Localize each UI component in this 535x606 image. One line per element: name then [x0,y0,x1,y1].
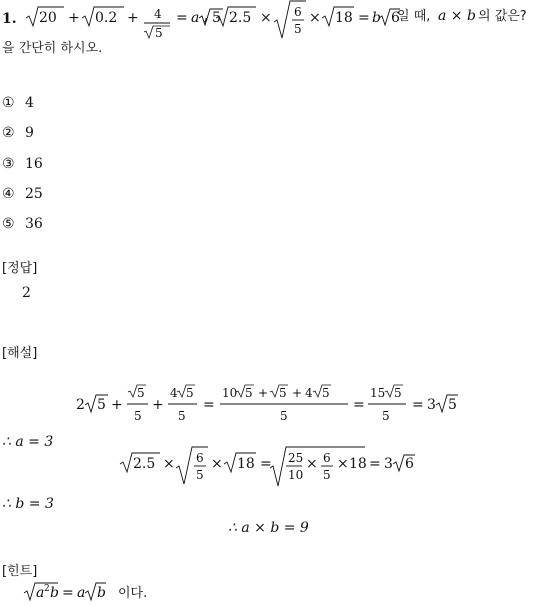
eq1-r2: 0.2 [95,10,118,26]
svg-text:10: 10 [222,386,238,400]
choice-marker: ⑤ [2,216,15,232]
svg-text:+: + [111,397,123,413]
svg-text:5: 5 [279,386,287,400]
eq2-r2: 18 [335,10,353,26]
eq2-b: b [372,10,381,26]
problem-number: 1. [2,11,17,27]
choice-marker: ① [2,95,15,111]
svg-text:=: = [203,397,215,413]
choice-marker: ④ [2,186,15,202]
choice-value: 16 [25,156,43,172]
svg-text:6: 6 [405,456,414,472]
svg-text:4: 4 [305,386,313,400]
eq1-den: 5 [155,26,163,40]
svg-text:a: a [36,585,45,601]
svg-text:=: = [353,397,365,413]
problem-equation-2 [214,0,400,40]
choice-2[interactable] [2,126,34,140]
svg-text:25: 25 [288,451,304,465]
svg-text:+: + [152,397,164,413]
svg-text:5: 5 [137,386,145,400]
svg-text:5: 5 [196,468,204,482]
svg-text:=: = [412,397,424,413]
solution-line-2 [118,446,428,490]
svg-text:18: 18 [349,456,367,472]
eq1-comma: , [204,8,209,24]
svg-text:×: × [163,456,175,472]
choice-value: 4 [25,95,34,111]
hint-tail: 이다. [118,586,148,601]
svg-text:+: + [258,386,269,400]
svg-text:5: 5 [97,397,106,413]
choice-5[interactable] [2,217,43,231]
eq1-eq: = [176,10,188,26]
eq1-plus1: + [68,10,80,26]
svg-text:15: 15 [370,386,386,400]
eq1-plus2: + [127,10,139,26]
svg-text:b: b [97,585,106,601]
choice-marker: ② [2,125,15,141]
eq2-num: 6 [294,5,302,19]
choice-4[interactable] [2,187,43,201]
answer-label: [정답] [2,261,38,276]
choice-value: 36 [25,216,43,232]
svg-text:3: 3 [384,456,393,472]
choice-marker: ③ [2,156,15,172]
svg-text:5: 5 [134,409,142,423]
therefore-b: ∴ b = 3 [2,496,54,512]
svg-text:=: = [369,456,381,472]
svg-text:a: a [77,585,86,601]
svg-text:4: 4 [170,386,178,400]
condition-text: 일 때, [397,9,431,24]
svg-text:10: 10 [288,468,304,482]
eq2-eq: = [358,10,370,26]
ask-text: 의 값은? [478,9,527,24]
svg-text:6: 6 [323,451,331,465]
therefore-a: ∴ a = 3 [2,434,54,450]
svg-text:5: 5 [382,409,390,423]
choice-1[interactable] [2,96,34,110]
eq2-times1: × [260,10,272,26]
problem-equation-1 [24,0,224,40]
svg-text:5: 5 [394,386,402,400]
eq2-times2: × [309,10,321,26]
eq1-num: 4 [154,7,162,21]
choice-value: 9 [25,125,34,141]
solution-label: [해설] [2,346,38,361]
choice-value: 25 [25,186,43,202]
svg-text:5: 5 [448,397,457,413]
eq2-den: 5 [294,22,302,36]
ask-expression: a × b [438,8,476,24]
svg-text:5: 5 [322,386,330,400]
svg-text:×: × [306,456,318,472]
solution-line-1 [76,380,476,430]
svg-text:×: × [211,456,223,472]
svg-text:×: × [337,456,349,472]
svg-text:=: = [62,585,74,601]
svg-text:2: 2 [44,584,50,594]
svg-text:6: 6 [196,451,204,465]
svg-text:5: 5 [245,386,253,400]
svg-text:5: 5 [178,409,186,423]
svg-text:5: 5 [186,386,194,400]
svg-text:5: 5 [280,409,288,423]
svg-text:3: 3 [427,397,436,413]
svg-text:18: 18 [237,456,255,472]
choice-3[interactable] [2,157,43,171]
svg-text:5: 5 [323,468,331,482]
eq2-r1: 2.5 [229,10,252,26]
svg-text:2: 2 [76,397,85,413]
eq1-r3: 5 [212,10,221,26]
hint-label: [힌트] [2,564,38,579]
final-result: ∴ a × b = 9 [228,520,309,536]
eq2-r3: 6 [391,10,400,26]
svg-text:=: = [260,456,272,472]
problem-line-2: 을 간단히 하시오. [2,41,103,56]
eq1-a: a [191,10,200,26]
svg-text:+: + [292,386,303,400]
answer-value: 2 [22,285,31,301]
svg-text:2.5: 2.5 [133,456,156,472]
eq1-r1: 20 [39,10,57,26]
svg-text:b: b [50,585,59,601]
